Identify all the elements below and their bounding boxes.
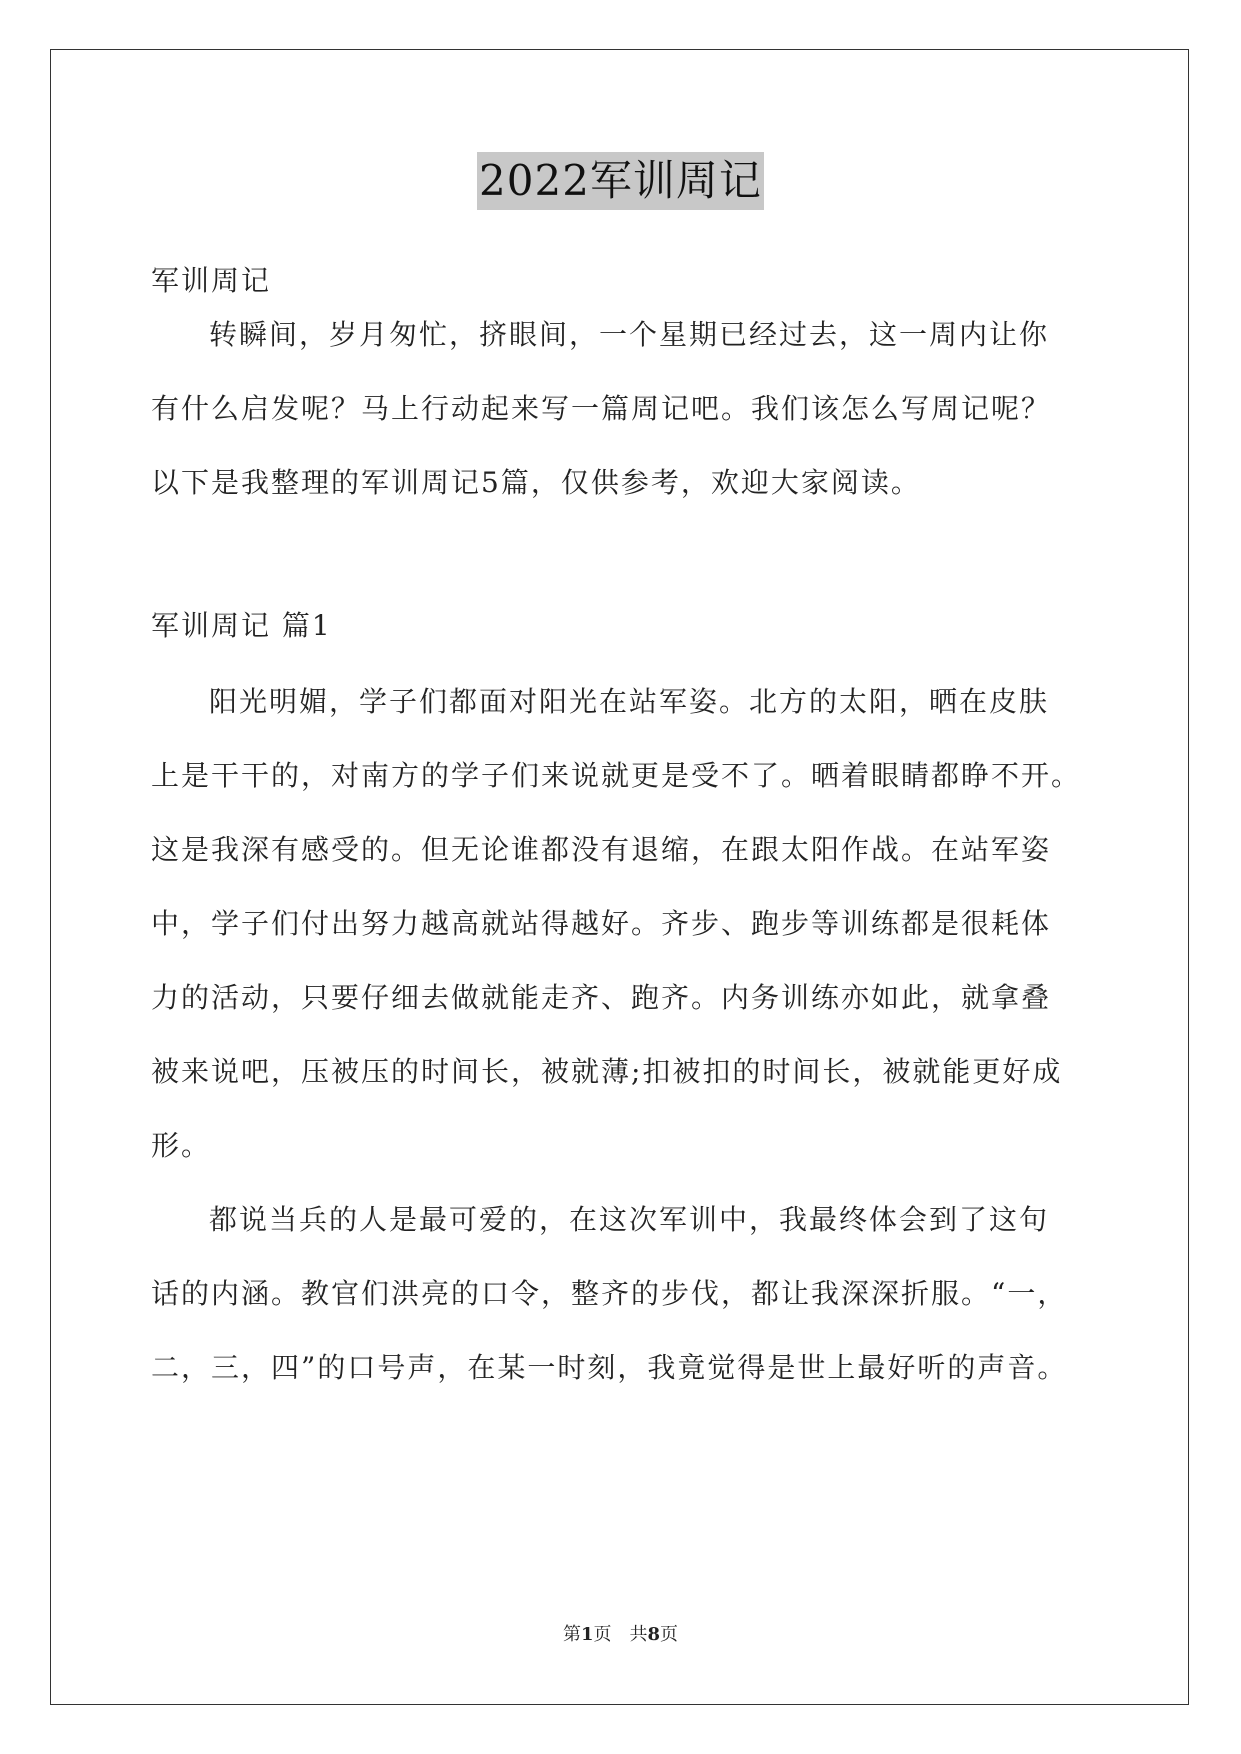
document-title: 2022军训周记 [477, 152, 764, 210]
paragraph-line: 形。 [151, 1129, 212, 1162]
paragraph-line: 这是我深有感受的。但无论谁都没有退缩，在跟太阳作战。在站军姿 [151, 833, 1052, 866]
paragraph-line: 被来说吧，压被压的时间长，被就薄;扣被扣的时间长，被就能更好成 [151, 1055, 1063, 1088]
paragraph-line: 都说当兵的人是最可爱的，在这次军训中，我最终体会到了这句 [209, 1203, 1050, 1236]
page-mid: 页 共 [593, 1624, 648, 1645]
paragraph-line: 二，三，四”的口号声，在某一时刻，我竟觉得是世上最好听的声音。 [151, 1351, 1068, 1384]
page-suffix: 页 [660, 1624, 679, 1645]
title-container [0, 152, 1241, 210]
total-pages-number: 8 [647, 1624, 661, 1645]
paragraph-line: 转瞬间，岁月匆忙，挤眼间，一个星期已经过去，这一周内让你 [209, 318, 1050, 351]
section-heading: 军训周记 [151, 264, 272, 297]
paragraph-line: 阳光明媚，学子们都面对阳光在站军姿。北方的太阳，晒在皮肤 [209, 685, 1050, 718]
page-footer [0, 1620, 1241, 1646]
paragraph-line: 有什么启发呢？马上行动起来写一篇周记吧。我们该怎么写周记呢？ [151, 392, 1052, 425]
paragraph-line: 以下是我整理的军训周记5篇，仅供参考，欢迎大家阅读。 [151, 466, 921, 499]
paragraph-line: 话的内涵。教官们洪亮的口令，整齐的步伐，都让我深深折服。“一， [151, 1277, 1068, 1310]
page-prefix: 第 [562, 1624, 581, 1645]
current-page-number: 1 [580, 1624, 594, 1645]
paragraph-line: 上是干干的，对南方的学子们来说就更是受不了。晒着眼睛都睁不开。 [151, 759, 1082, 792]
section-heading: 军训周记 篇1 [151, 609, 332, 642]
paragraph-line: 中，学子们付出努力越高就站得越好。齐步、跑步等训练都是很耗体 [151, 907, 1052, 940]
paragraph-line: 力的活动，只要仔细去做就能走齐、跑齐。内务训练亦如此，就拿叠 [151, 981, 1052, 1014]
